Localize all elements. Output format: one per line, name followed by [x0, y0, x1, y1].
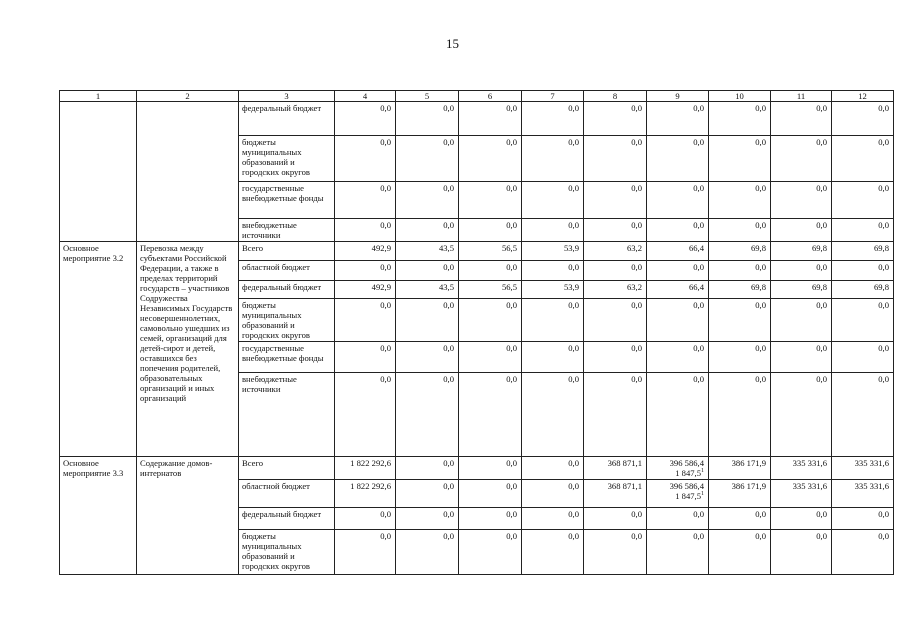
value-cell: 0,0 [709, 261, 771, 281]
value-cell: 0,0 [396, 102, 459, 136]
value-cell: 56,5 [459, 281, 522, 299]
header-cell: 11 [771, 91, 832, 102]
header-cell: 9 [647, 91, 709, 102]
value-cell: 0,0 [832, 373, 894, 457]
funding-source-cell: государственные внебюджетные фонды [239, 182, 335, 219]
activity-cell [60, 102, 137, 242]
header-cell: 7 [522, 91, 584, 102]
value-cell: 63,2 [584, 281, 647, 299]
value-cell: 0,0 [709, 182, 771, 219]
value-cell: 0,0 [396, 219, 459, 242]
value-cell: 0,0 [832, 508, 894, 530]
value-cell: 53,9 [522, 242, 584, 261]
header-cell: 12 [832, 91, 894, 102]
header-row [60, 91, 894, 102]
value-cell: 0,0 [832, 261, 894, 281]
value-extra-text: 1 847,5 [675, 468, 701, 478]
value-cell: 0,0 [459, 373, 522, 457]
value-cell: 0,0 [709, 508, 771, 530]
value-cell: 0,0 [522, 102, 584, 136]
value-cell: 335 331,6 [771, 457, 832, 480]
funding-source-cell: федеральный бюджет [239, 281, 335, 299]
value-cell: 66,4 [647, 242, 709, 261]
activity-cell: Основное мероприятие 3.3 [60, 457, 137, 575]
value-cell: 0,0 [584, 182, 647, 219]
value-cell: 0,0 [832, 530, 894, 575]
value-cell: 0,0 [459, 102, 522, 136]
funding-source-cell: областной бюджет [239, 261, 335, 281]
funding-source-cell: Всего [239, 457, 335, 480]
value-cell: 0,0 [709, 373, 771, 457]
header-cell: 10 [709, 91, 771, 102]
value-cell: 0,0 [522, 508, 584, 530]
value-cell: 0,0 [522, 373, 584, 457]
value-cell: 0,0 [647, 530, 709, 575]
value-cell: 0,0 [522, 342, 584, 373]
value-cell: 0,0 [584, 373, 647, 457]
table-body [60, 91, 894, 575]
header-cell: 2 [137, 91, 239, 102]
value-cell: 0,0 [584, 299, 647, 342]
value-cell: 0,0 [522, 219, 584, 242]
footnote-marker: 1 [701, 491, 704, 498]
value-cell: 0,0 [522, 480, 584, 508]
table-row [60, 102, 894, 136]
value-cell: 0,0 [832, 182, 894, 219]
value-cell: 0,0 [647, 182, 709, 219]
value-cell: 0,0 [396, 261, 459, 281]
value-cell: 69,8 [771, 242, 832, 261]
value-cell: 0,0 [335, 299, 396, 342]
value-cell: 0,0 [335, 102, 396, 136]
activity-cell: Основное мероприятие 3.2 [60, 242, 137, 457]
value-cell: 0,0 [335, 373, 396, 457]
value-cell: 0,0 [459, 508, 522, 530]
value-cell: 0,0 [335, 342, 396, 373]
value-cell: 0,0 [832, 299, 894, 342]
header-cell: 4 [335, 91, 396, 102]
value-cell: 0,0 [771, 530, 832, 575]
table-row [60, 242, 894, 261]
value-cell: 0,0 [647, 373, 709, 457]
value-cell: 0,0 [832, 136, 894, 182]
value-cell: 69,8 [832, 281, 894, 299]
value-cell: 386 171,9 [709, 480, 771, 508]
value-cell: 0,0 [647, 508, 709, 530]
value-cell: 0,0 [396, 508, 459, 530]
value-cell: 0,0 [584, 102, 647, 136]
funding-source-cell: областной бюджет [239, 480, 335, 508]
value-cell: 335 331,6 [832, 480, 894, 508]
value-cell: 0,0 [522, 457, 584, 480]
value-cell: 0,0 [771, 102, 832, 136]
value-cell: 0,0 [832, 342, 894, 373]
description-cell [137, 102, 239, 242]
value-cell: 69,8 [709, 281, 771, 299]
value-cell: 492,9 [335, 281, 396, 299]
value-cell: 0,0 [647, 261, 709, 281]
page-number: 15 [446, 36, 459, 51]
header-cell: 1 [60, 91, 137, 102]
value-cell: 0,0 [584, 530, 647, 575]
footnote-marker: 1 [701, 468, 704, 475]
value-cell: 0,0 [459, 182, 522, 219]
value-cell: 0,0 [396, 530, 459, 575]
value-cell: 0,0 [709, 342, 771, 373]
value-cell: 0,0 [459, 219, 522, 242]
value-cell: 368 871,1 [584, 480, 647, 508]
value-cell: 0,0 [335, 219, 396, 242]
value-cell: 0,0 [459, 457, 522, 480]
value-cell: 0,0 [771, 136, 832, 182]
value-cell: 0,0 [647, 342, 709, 373]
value-extra-text: 1 847,5 [675, 491, 701, 501]
value-cell: 0,0 [771, 299, 832, 342]
value-cell: 0,0 [647, 102, 709, 136]
table-row [60, 457, 894, 480]
description-cell: Содержание домов-интернатов [137, 457, 239, 575]
value-cell: 43,5 [396, 281, 459, 299]
value-cell [647, 457, 709, 480]
value-cell: 0,0 [459, 299, 522, 342]
value-cell: 386 171,9 [709, 457, 771, 480]
funding-source-cell: бюджеты муниципальных образований и городских округов [239, 136, 335, 182]
value-cell: 0,0 [584, 508, 647, 530]
value-cell: 0,0 [396, 457, 459, 480]
value-cell: 0,0 [771, 373, 832, 457]
value-cell: 0,0 [584, 219, 647, 242]
value-main: 396 586,4 [669, 458, 704, 468]
funding-source-cell: внебюджетные источники [239, 219, 335, 242]
header-cell: 6 [459, 91, 522, 102]
value-cell: 0,0 [709, 136, 771, 182]
value-cell: 0,0 [584, 261, 647, 281]
value-cell: 69,8 [709, 242, 771, 261]
value-cell: 69,8 [832, 242, 894, 261]
value-cell: 0,0 [771, 261, 832, 281]
value-cell: 0,0 [771, 342, 832, 373]
funding-source-cell: федеральный бюджет [239, 102, 335, 136]
description-cell: Перевозка между субъектами Российской Федерации, а также в пределах территорий государств – участников Содружества Независимых Государств несовершеннолетних, самовольно ушедших из семей, организаций для детей-сирот и детей, оставшихся без попечения родителей, образовательных организаций и иных организаций [137, 242, 239, 457]
value-cell: 0,0 [396, 373, 459, 457]
value-cell: 0,0 [335, 530, 396, 575]
header-cell: 8 [584, 91, 647, 102]
value-extra [650, 468, 704, 478]
value-cell [647, 480, 709, 508]
value-cell: 0,0 [522, 299, 584, 342]
value-cell: 1 822 292,6 [335, 480, 396, 508]
value-cell: 0,0 [396, 342, 459, 373]
value-cell: 69,8 [771, 281, 832, 299]
value-cell: 0,0 [335, 182, 396, 219]
funding-source-cell: внебюджетные источники [239, 373, 335, 457]
value-cell: 0,0 [396, 299, 459, 342]
value-cell: 0,0 [522, 530, 584, 575]
value-cell: 0,0 [522, 261, 584, 281]
value-cell: 0,0 [459, 261, 522, 281]
value-cell: 0,0 [396, 182, 459, 219]
value-cell: 0,0 [832, 102, 894, 136]
value-cell: 0,0 [647, 136, 709, 182]
value-cell: 368 871,1 [584, 457, 647, 480]
value-cell: 0,0 [832, 219, 894, 242]
value-cell: 66,4 [647, 281, 709, 299]
value-cell: 0,0 [335, 508, 396, 530]
value-cell: 0,0 [647, 299, 709, 342]
value-cell: 492,9 [335, 242, 396, 261]
value-cell: 0,0 [771, 219, 832, 242]
value-cell: 56,5 [459, 242, 522, 261]
value-cell: 0,0 [771, 182, 832, 219]
value-cell: 0,0 [459, 480, 522, 508]
value-cell: 0,0 [709, 530, 771, 575]
value-cell: 1 822 292,6 [335, 457, 396, 480]
value-cell: 0,0 [459, 530, 522, 575]
value-cell: 0,0 [459, 342, 522, 373]
value-cell: 53,9 [522, 281, 584, 299]
value-cell: 0,0 [771, 508, 832, 530]
header-cell: 5 [396, 91, 459, 102]
value-cell: 0,0 [396, 136, 459, 182]
value-extra [650, 491, 704, 501]
value-cell: 0,0 [584, 342, 647, 373]
funding-source-cell: государственные внебюджетные фонды [239, 342, 335, 373]
value-cell: 0,0 [335, 261, 396, 281]
value-cell: 0,0 [709, 299, 771, 342]
funding-source-cell: бюджеты муниципальных образований и городских округов [239, 299, 335, 342]
budget-table [59, 90, 894, 575]
value-cell: 0,0 [709, 219, 771, 242]
value-cell: 63,2 [584, 242, 647, 261]
value-cell: 0,0 [522, 136, 584, 182]
funding-source-cell: бюджеты муниципальных образований и городских округов [239, 530, 335, 575]
value-cell: 0,0 [522, 182, 584, 219]
value-cell: 0,0 [459, 136, 522, 182]
header-cell: 3 [239, 91, 335, 102]
funding-source-cell: федеральный бюджет [239, 508, 335, 530]
value-cell: 0,0 [709, 102, 771, 136]
value-cell: 0,0 [647, 219, 709, 242]
value-cell: 0,0 [396, 480, 459, 508]
value-cell: 0,0 [584, 136, 647, 182]
value-cell: 43,5 [396, 242, 459, 261]
value-cell: 335 331,6 [771, 480, 832, 508]
value-cell: 0,0 [335, 136, 396, 182]
value-cell: 335 331,6 [832, 457, 894, 480]
value-main: 396 586,4 [669, 481, 704, 491]
funding-source-cell: Всего [239, 242, 335, 261]
